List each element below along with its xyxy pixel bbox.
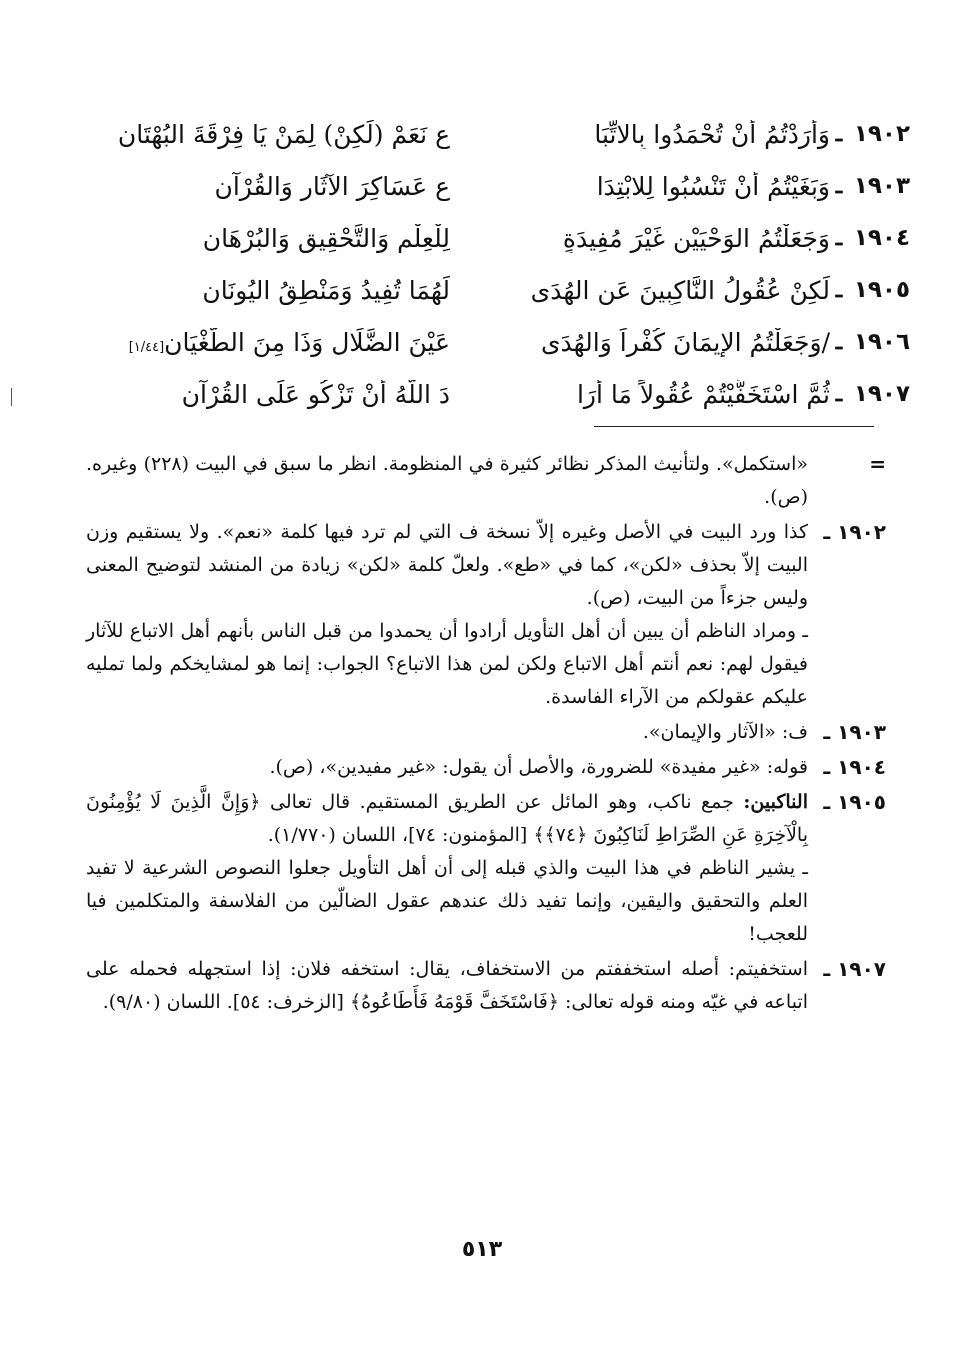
- verse-number: ١٩٠٧: [853, 381, 910, 407]
- verse-row: [70, 160, 910, 212]
- verse-row: [70, 316, 910, 368]
- footnote: [86, 516, 886, 714]
- verse-dash: ـ: [835, 381, 843, 407]
- verse-row: [70, 264, 910, 316]
- footnote-text: استخفيتم: أصله استخففتم من الاستخفاف، يقال: استخفه فلان: إذا استجهله فحمله على اتباعه في غيّه ومنه قوله تعالى: ﴿فَاسْتَخَفَّ قَوْمَهُ فَأَطَاعُوهُ﴾ [الزخرف: ٥٤]. اللسان (٩/٨٠).: [86, 958, 808, 1013]
- verse-first-hemistich: /وَجَعَلْتُمُ الإِيمَانَ كُفْراً وَالهُدَى: [540, 327, 830, 357]
- verse-dash: ـ: [835, 329, 843, 355]
- footnote-number: ١٩٠٢ ـ: [823, 520, 886, 544]
- footnote: [86, 751, 886, 784]
- verse-first-hemistich: وَأَرَدْتُمُ أَنْ تُحْمَدُوا بِالاتِّبَا: [594, 119, 830, 149]
- verse-dash: ـ: [835, 121, 843, 147]
- page-number: ٥١٣: [461, 1237, 503, 1262]
- footnote: [86, 716, 886, 749]
- verse-first-hemistich: لَكِنْ عُقُولُ النَّاكِبِينَ عَنِ الهُدَى: [530, 275, 830, 305]
- footnote-paragraph: [86, 448, 808, 514]
- footnote-paragraph: [86, 786, 808, 852]
- verse-second-hemistich: [90, 328, 450, 357]
- verse-first-hemistich: ثُمَّ اسْتَخَفَّيْتُمْ عُقُولاً مَا أَرَا: [576, 379, 830, 409]
- verse-row: [70, 212, 910, 264]
- footnote-body: [86, 751, 808, 784]
- footnote-text: ـ يشير الناظم في هذا البيت والذي قبله إلى أن أهل التأويل جعلوا النصوص الشرعية لا تفيد العلم والتحقيق واليقين، وإنما تفيد ذلك عندهم عقول الضالّين من الفلاسفة والمتكلمين فيا للعجب!: [86, 857, 808, 945]
- footnote-number: =: [869, 452, 886, 476]
- verse-row: [70, 368, 910, 420]
- footnote-body: [86, 516, 808, 714]
- verse-second-text: عَيْنَ الضَّلَالِ وَذَا مِنَ الطُّغْيَانِ: [164, 327, 450, 357]
- verse-second-hemistich: لَهُمَا تُفِيدُ وَمَنْطِقُ اليُونَانِ: [202, 275, 450, 305]
- footnote-text: ـ ومراد الناظم أن يبين أن أهل التأويل أرادوا أن يحمدوا من قبل الناس بأنهم أهل الاتباع للآثار فيقول لهم: نعم أنتم أهل الاتباع ولكن لمن هذا الاتباع؟ الجواب: إنما هو لمشايخكم ولما تمليه عليكم عقولكم من الآراء الفاسدة.: [86, 620, 808, 708]
- footnote-paragraph: [86, 751, 808, 784]
- footnote-body: [86, 716, 808, 749]
- margin-mark: [11, 388, 12, 406]
- verse-dash: ـ: [835, 277, 843, 303]
- glossed-term: الناكبين:: [743, 791, 808, 813]
- verse-dash: ـ: [835, 225, 843, 251]
- footnote-paragraph: [86, 852, 808, 951]
- verse-second-hemistich: دَ اللَّهُ أَنْ تَزْكُو عَلَى القُرْآنِ: [181, 379, 450, 409]
- footnote-number: ١٩٠٥ ـ: [823, 790, 886, 814]
- verse-block: [70, 108, 910, 420]
- footnote-separator: [594, 426, 874, 427]
- footnote-paragraph: [86, 953, 808, 1019]
- footnote-number: ١٩٠٧ ـ: [823, 957, 886, 981]
- verse-second-hemistich: عِ عَسَاكِرَ الآثَارِ وَالقُرْآنِ: [214, 171, 450, 201]
- footnote-body: [86, 448, 808, 514]
- footnote-body: [86, 786, 808, 951]
- verse-second-hemistich: لِلْعِلْمِ وَالتَّحْقِيقِ وَالبُرْهَانِ: [202, 223, 450, 253]
- verse-second-hemistich: عِ نَعَمْ (لَكِنْ) لِمَنْ يَا فِرْقَةَ البُهْتَانِ: [117, 119, 450, 149]
- footnote: [86, 448, 886, 514]
- footnote-text: قوله: «غير مفيدة» للضرورة، والأصل أن يقول: «غير مفيدين»، (ص).: [269, 756, 808, 778]
- footnote-text: ف: «الآثار والإيمان».: [642, 721, 808, 743]
- verse-number: ١٩٠٤: [853, 225, 910, 251]
- footnote-text: «استكمل». ولتأنيث المذكر نظائر كثيرة في المنظومة. انظر ما سبق في البيت (٢٢٨) وغيره. (ص).: [86, 453, 808, 508]
- verse-number: ١٩٠٥: [853, 277, 910, 303]
- footnote-text: جمع ناكب، وهو المائل عن الطريق المستقيم. قال تعالى ﴿وَإِنَّ الَّذِينَ لَا يُؤْمِنُونَ بِالْآخِرَةِ عَنِ الصِّرَاطِ لَنَاكِبُونَ ﴿٧٤﴾﴾ [المؤمنون: ٧٤]، اللسان (١/٧٧٠).: [86, 791, 808, 846]
- footnote-paragraph: [86, 615, 808, 714]
- footnote-body: [86, 953, 808, 1019]
- footnote-paragraph: [86, 716, 808, 749]
- verse-number: ١٩٠٦: [853, 329, 910, 355]
- verse-number: ١٩٠٢: [853, 121, 910, 147]
- verse-row: [70, 108, 910, 160]
- manuscript-page-ref: [١/٤٤]: [128, 339, 165, 355]
- verse-dash: ـ: [835, 173, 843, 199]
- verse-number: ١٩٠٣: [853, 173, 910, 199]
- footnotes: [86, 448, 886, 1021]
- footnote-paragraph: [86, 516, 808, 615]
- footnote: [86, 953, 886, 1019]
- verse-first-hemistich: وَبَغَيْتُمُ أَنْ تَنْسُبُوا لِلابْتِدَا: [596, 171, 830, 201]
- verse-first-hemistich: وَجَعَلْتُمُ الوَحْيَيْنِ غَيْرَ مُفِيدَةٍ: [562, 223, 830, 253]
- footnote: [86, 786, 886, 951]
- footnote-number: ١٩٠٣ ـ: [823, 720, 886, 744]
- footnote-number: ١٩٠٤ ـ: [823, 755, 886, 779]
- footnote-text: كذا ورد البيت في الأصل وغيره إلاّ نسخة ف التي لم ترد فيها كلمة «نعم». ولا يستقيم وزن البيت إلاّ بحذف «لكن»، كما في «طع». ولعلّ كلمة «لكن» زيادة من المنشد لتوضيح المعنى وليس جزءاً من البيت، (ص).: [86, 521, 808, 609]
